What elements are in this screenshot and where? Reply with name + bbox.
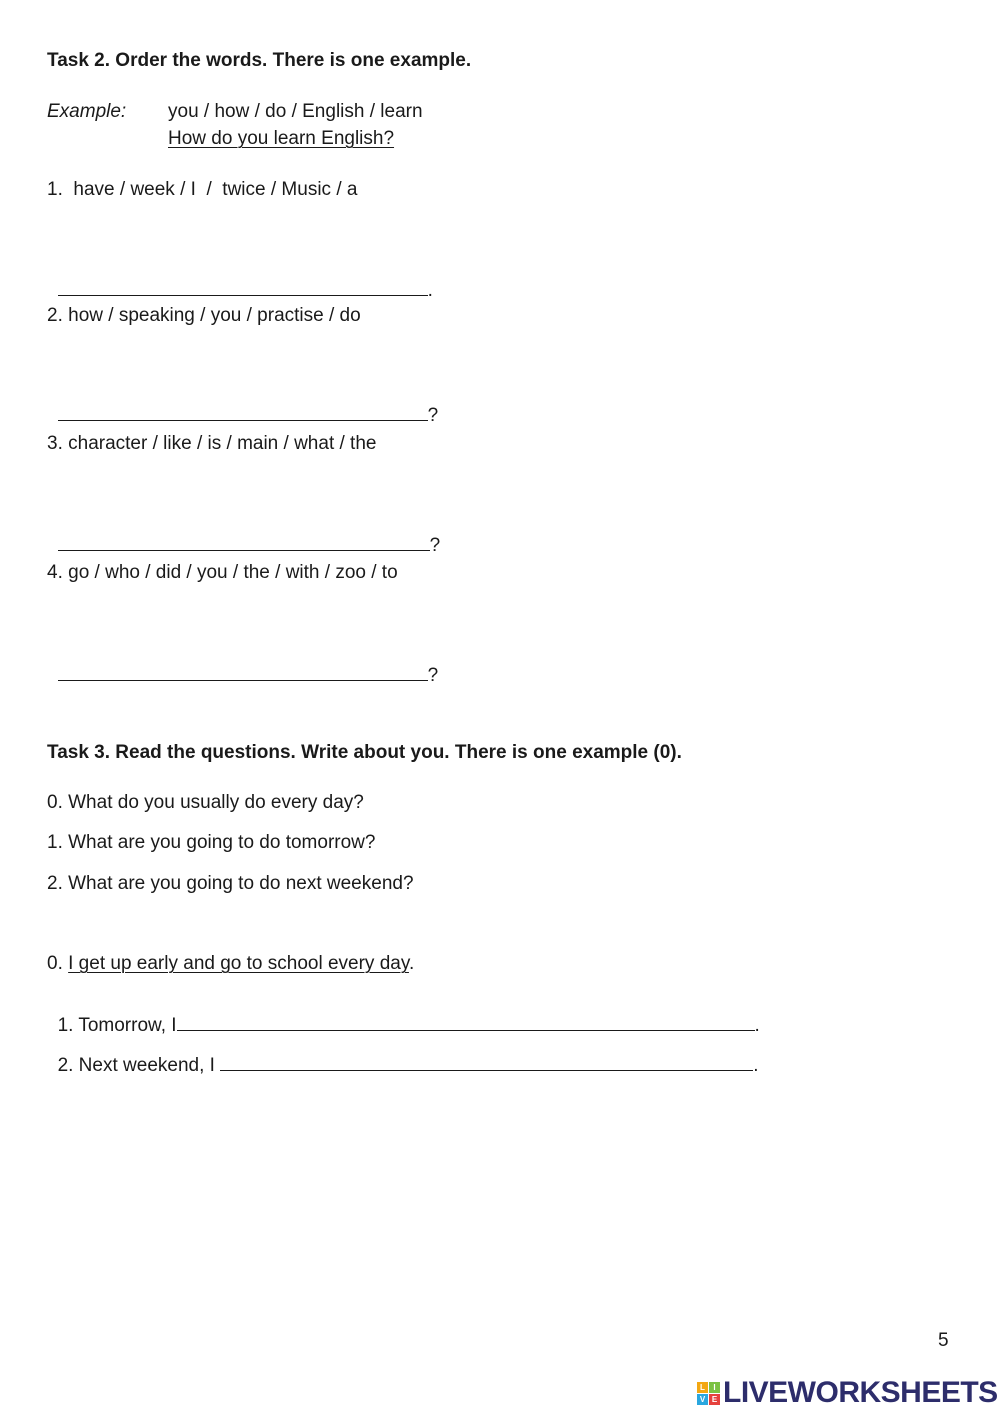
- answer-blank-line[interactable]: [58, 279, 428, 296]
- task2-item-4-answer: [47, 642, 438, 687]
- answer-prefix: 2. Next weekend, I: [57, 1055, 221, 1076]
- task2-item-1-answer: [47, 257, 433, 302]
- task3-answer-2: [47, 1032, 759, 1077]
- task2-item-1-prompt: 1. have / week / I / twice / Music / a: [47, 179, 358, 200]
- logo-tile: I: [709, 1382, 720, 1393]
- answer-end-mark: .: [753, 1055, 759, 1076]
- answer-end-mark: .: [427, 280, 433, 301]
- task3-answer-1: [47, 992, 760, 1037]
- brand-name: LIVEWORKSHEETS: [723, 1376, 998, 1409]
- task2-item-4-prompt: 4. go / who / did / you / the / with / zoo / to: [47, 562, 398, 583]
- example-answer: How do you learn English?: [168, 128, 395, 149]
- example-label: Example:: [47, 101, 127, 122]
- task3-question-2: 2. What are you going to do next weekend?: [47, 873, 414, 894]
- task3-title: Task 3. Read the questions. Write about you. There is one example (0).: [47, 742, 682, 763]
- answer-end-mark: ?: [429, 535, 441, 556]
- answer-blank-line[interactable]: [177, 1014, 755, 1031]
- task2-item-2-answer: [47, 382, 438, 427]
- task2-item-3-answer: [47, 512, 440, 557]
- answer-prefix: 1. Tomorrow, I: [57, 1015, 177, 1036]
- logo-tile: E: [709, 1394, 720, 1405]
- answer-blank-line[interactable]: [58, 534, 430, 551]
- task2-item-2-prompt: 2. how / speaking / you / practise / do: [47, 305, 361, 326]
- task3-example-answer: [47, 953, 414, 975]
- page-number: 5: [938, 1330, 949, 1351]
- example-answer-text: I get up early and go to school every day: [68, 953, 409, 974]
- example-prefix: 0.: [47, 953, 69, 974]
- answer-blank-line[interactable]: [58, 664, 428, 681]
- task3-question-0: 0. What do you usually do every day?: [47, 792, 364, 813]
- logo-tile: V: [697, 1394, 708, 1405]
- answer-blank-line[interactable]: [58, 404, 428, 421]
- liveworksheets-logo-icon: [697, 1382, 720, 1405]
- answer-end-mark: ?: [427, 665, 439, 686]
- liveworksheets-brand: [697, 1378, 998, 1408]
- example-end: .: [408, 953, 415, 974]
- answer-end-mark: ?: [427, 405, 439, 426]
- task2-item-3-prompt: 3. character / like / is / main / what / the: [47, 433, 377, 454]
- logo-tile: L: [697, 1382, 708, 1393]
- task2-title: Task 2. Order the words. There is one example.: [47, 50, 472, 71]
- task3-question-1: 1. What are you going to do tomorrow?: [47, 832, 376, 853]
- answer-end-mark: .: [754, 1015, 760, 1036]
- answer-blank-line[interactable]: [220, 1054, 753, 1071]
- example-words: you / how / do / English / learn: [168, 101, 423, 122]
